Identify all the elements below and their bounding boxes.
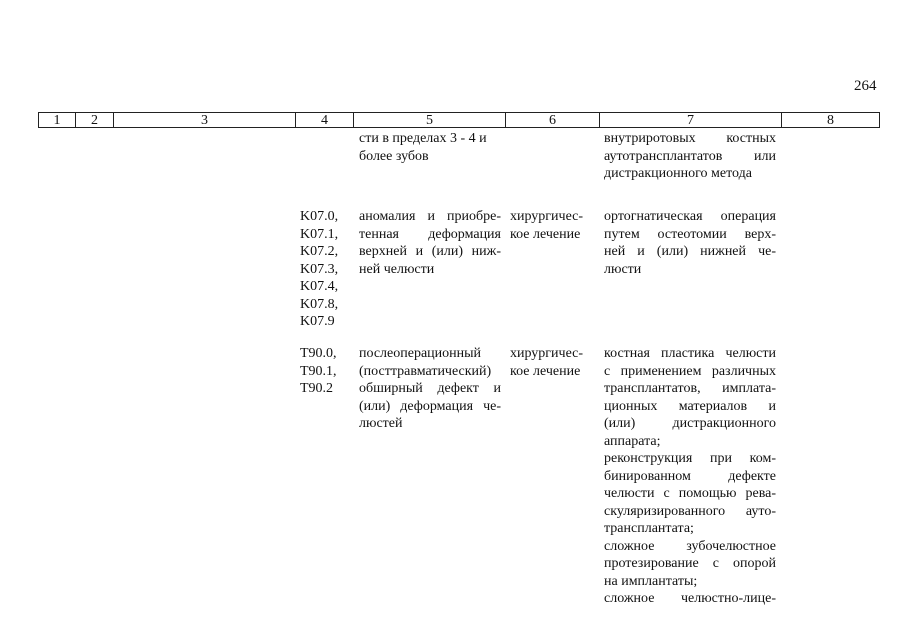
row-2-method-line: челюсти с помощью рева- bbox=[604, 486, 776, 501]
row-1-condition bbox=[359, 208, 501, 278]
row-0-condition-line: сти в пределах 3 - 4 и bbox=[359, 131, 487, 146]
header-col-6: 6 bbox=[506, 112, 600, 128]
row-2-method-line: бинированном дефекте bbox=[604, 468, 776, 484]
header-col-5: 5 bbox=[354, 112, 506, 128]
row-0-method-line: аутотрансплантатов или bbox=[604, 148, 776, 164]
row-1-treatment-type bbox=[510, 208, 600, 243]
row-2-code: T90.2 bbox=[300, 381, 334, 396]
header-col-2: 2 bbox=[76, 112, 114, 128]
row-1-code: K07.4, bbox=[300, 279, 339, 294]
row-2-method-line: реконструкция при ком- bbox=[604, 451, 776, 466]
row-2-method-line: протезирование с опорой bbox=[604, 556, 776, 571]
row-2-method-line: костная пластика челюсти bbox=[604, 346, 776, 361]
row-2-method-line: сложное челюстно-лице- bbox=[604, 591, 776, 606]
header-col-1: 1 bbox=[38, 112, 76, 128]
row-2-treatment-line: хирургичес- bbox=[510, 346, 584, 361]
row-1-condition-line: верхней и (или) ниж- bbox=[359, 244, 501, 259]
row-2-code: T90.1, bbox=[300, 363, 337, 379]
row-2-method-line: трансплантата; bbox=[604, 521, 694, 536]
row-0-condition-line: более зубов bbox=[359, 148, 429, 164]
row-2-method bbox=[604, 345, 776, 608]
row-1-treatment-line: кое лечение bbox=[510, 226, 581, 242]
page-number: 264 bbox=[854, 78, 877, 94]
row-2-condition-line: люстей bbox=[359, 416, 403, 431]
row-2-method-line: ционных материалов и bbox=[604, 398, 776, 414]
row-2-condition-line: (или) деформация че- bbox=[359, 398, 501, 414]
row-1-condition-line: аномалия и приобре- bbox=[359, 209, 501, 224]
row-2-condition-line: обширный дефект и bbox=[359, 381, 501, 396]
row-1-code: K07.2, bbox=[300, 244, 339, 259]
header-col-7: 7 bbox=[600, 112, 782, 128]
header-col-4: 4 bbox=[296, 112, 354, 128]
row-1-code: K07.1, bbox=[300, 226, 339, 242]
row-0-method-line: внутриротовых костных bbox=[604, 131, 776, 146]
row-1-condition-line: тенная деформация bbox=[359, 226, 501, 242]
row-2-code: T90.0, bbox=[300, 346, 337, 361]
row-2-codes bbox=[300, 345, 354, 398]
row-2-method-line: трансплантатов, имплата- bbox=[604, 381, 776, 396]
row-2-method-line: на имплантаты; bbox=[604, 573, 698, 589]
row-2-method-line: скуляризированного ауто- bbox=[604, 503, 776, 519]
row-1-method-line: люсти bbox=[604, 261, 642, 277]
row-1-method-line: путем остеотомии верх- bbox=[604, 226, 776, 242]
row-1-method-line: ортогнатическая операция bbox=[604, 209, 776, 224]
row-0-condition bbox=[359, 130, 501, 165]
row-2-method-line: (или) дистракционного bbox=[604, 416, 776, 431]
row-2-method-line: аппарата; bbox=[604, 433, 661, 449]
row-1-method-line: ней и (или) нижней че- bbox=[604, 244, 776, 259]
row-1-code: K07.8, bbox=[300, 296, 339, 312]
row-2-method-line: сложное зубочелюстное bbox=[604, 538, 776, 554]
row-1-code: K07.0, bbox=[300, 209, 339, 224]
row-2-condition-line: (посттравматический) bbox=[359, 363, 492, 379]
row-0-method bbox=[604, 130, 776, 183]
row-2-treatment-line: кое лечение bbox=[510, 363, 581, 379]
row-2-treatment-type bbox=[510, 345, 600, 380]
row-1-condition-line: ней челюсти bbox=[359, 261, 435, 277]
row-2-condition-line: послеоперационный bbox=[359, 346, 482, 361]
row-1-method bbox=[604, 208, 776, 278]
row-0-method-line: дистракционного метода bbox=[604, 166, 752, 181]
row-1-code: K07.9 bbox=[300, 314, 335, 329]
header-col-3: 3 bbox=[114, 112, 296, 128]
row-1-codes bbox=[300, 208, 354, 331]
row-2-condition bbox=[359, 345, 501, 433]
header-col-8: 8 bbox=[782, 112, 880, 128]
row-2-method-line: с применением различных bbox=[604, 363, 776, 379]
row-1-code: K07.3, bbox=[300, 261, 339, 277]
row-1-treatment-line: хирургичес- bbox=[510, 209, 584, 224]
